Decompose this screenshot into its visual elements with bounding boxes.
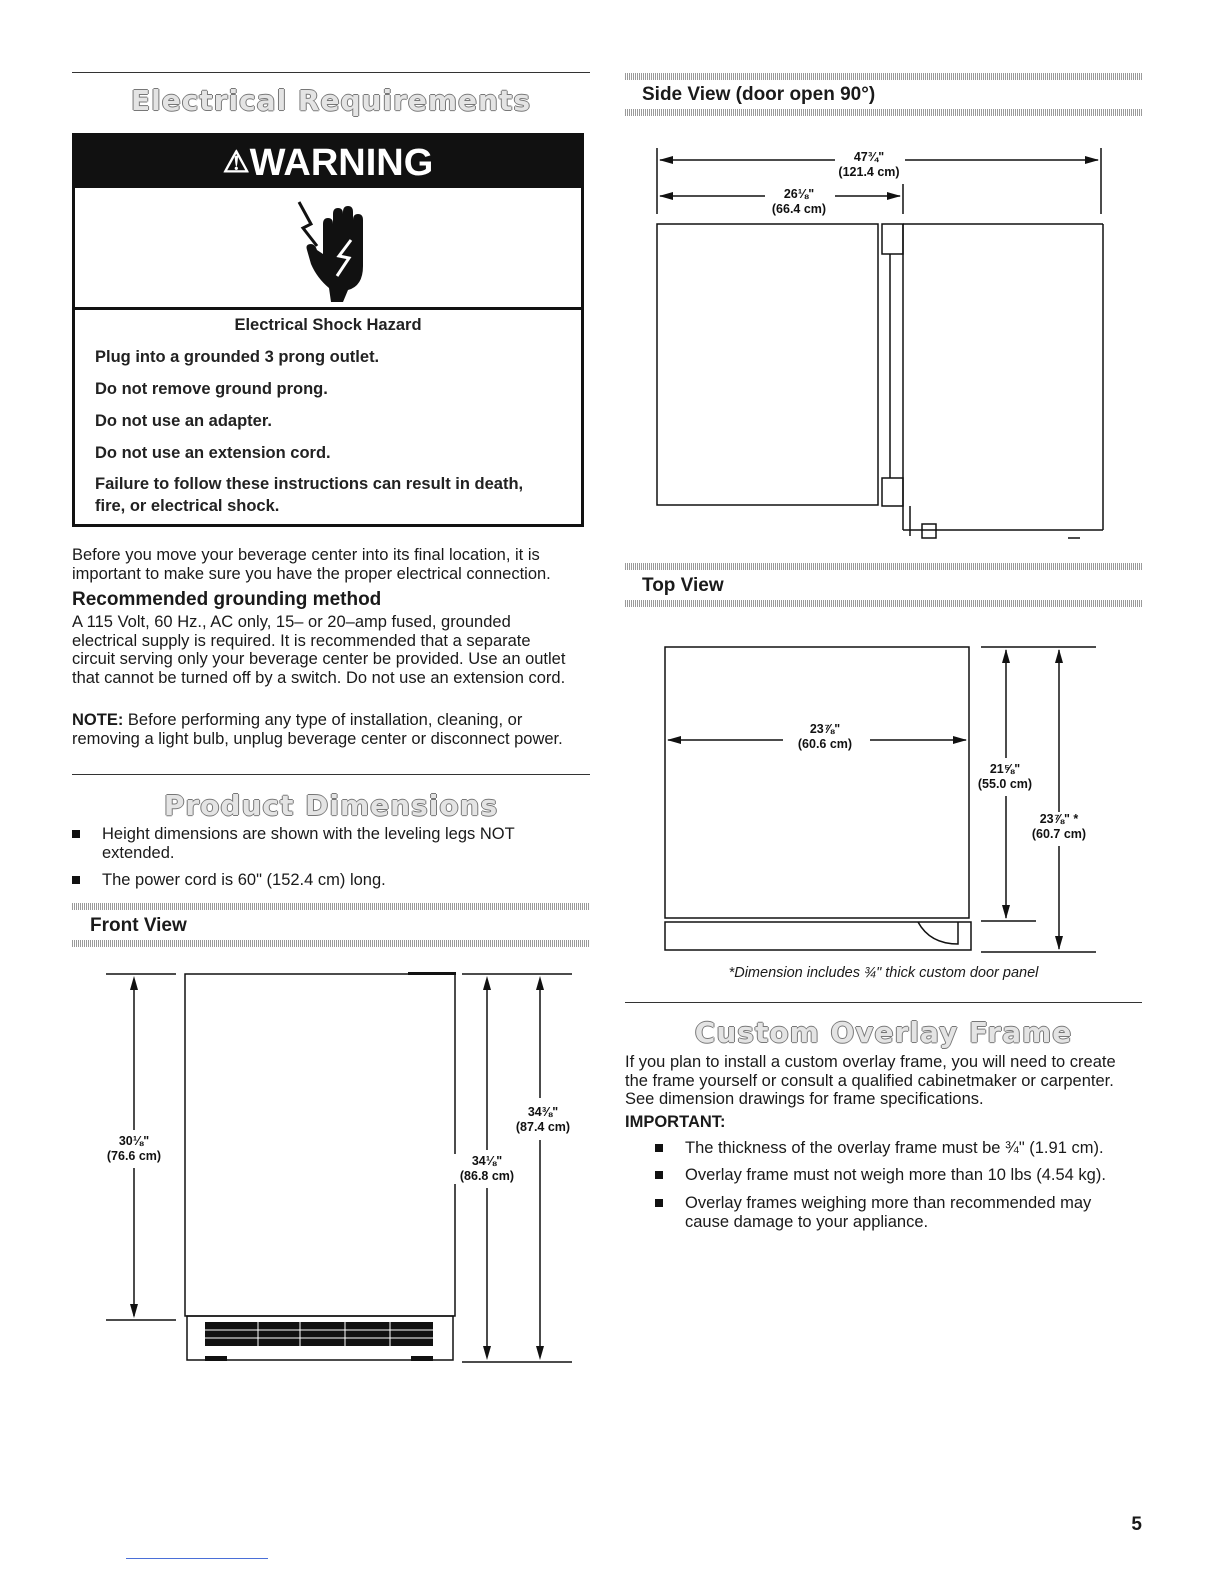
warning-line: Do not remove ground prong.	[95, 380, 328, 398]
product-dimensions-title: Product Dimensions	[163, 789, 499, 822]
warning-line: Do not use an adapter.	[95, 412, 272, 430]
dim-inch: 26⅛"	[783, 187, 815, 201]
warning-line: Do not use an extension cord.	[95, 444, 331, 462]
warning-box	[72, 133, 584, 527]
top-dim-cabinet-depth	[970, 762, 1040, 792]
bullet-text: The thickness of the overlay frame must be ¾" (1.91 cm).	[685, 1139, 1104, 1157]
page-number: 5	[1131, 1514, 1142, 1535]
overlay-rule	[625, 1002, 1142, 1003]
grounding-heading: Recommended grounding method	[72, 589, 382, 610]
dim-cm: (60.7 cm)	[1031, 827, 1087, 841]
warning-line: Plug into a grounded 3 prong outlet.	[95, 348, 380, 366]
side-dim-cabinet-depth	[762, 187, 836, 217]
bullet-text: The power cord is 60" (152.4 cm) long.	[102, 871, 386, 889]
bullet-text: Overlay frames weighing more than recommended may cause damage to your appliance.	[685, 1194, 1092, 1231]
top-view-heading: Top View	[642, 575, 724, 596]
note-text: Before performing any type of installation, cleaning, or removing a light bulb, unplug beverage center or disconnect power.	[72, 711, 563, 748]
side-view-hatch-top	[625, 73, 1142, 80]
dim-cm: (86.8 cm)	[459, 1169, 515, 1183]
top-view-hatch-bottom	[625, 600, 1142, 607]
hazard-title: Electrical Shock Hazard	[234, 316, 422, 334]
dim-inch: 34⅜"	[527, 1105, 559, 1119]
dim-inch: 21⅝"	[989, 762, 1021, 776]
electrical-intro: Before you move your beverage center into its final location, it is important to make sure you have the proper electrical connection.	[72, 546, 551, 583]
front-dim-height-total	[452, 1154, 522, 1184]
dimensions-rule	[72, 774, 590, 775]
dim-cm: (121.4 cm)	[838, 165, 900, 179]
front-view-heading: Front View	[90, 915, 187, 936]
bullet-square-icon	[655, 1199, 663, 1207]
bullet-square-icon	[655, 1171, 663, 1179]
top-view-footnote: *Dimension includes ¾" thick custom door panel	[728, 965, 1039, 981]
dim-inch: 34⅛"	[471, 1154, 503, 1168]
top-dim-width	[780, 722, 870, 752]
footer-link-line	[126, 1558, 268, 1559]
top-dim-depth-with-panel	[1022, 812, 1096, 842]
front-dim-height-cabinet	[104, 1134, 164, 1164]
top-rule-left	[72, 72, 590, 73]
warning-label: WARNING	[249, 142, 434, 184]
note-label: NOTE:	[72, 711, 124, 729]
warning-triangle-icon: ⚠	[222, 146, 250, 179]
bullet-square-icon	[655, 1144, 663, 1152]
grounding-text: A 115 Volt, 60 Hz., AC only, 15– or 20–amp fused, grounded electrical supply is required. It is recommended that a separate circuit serving only your beverage center be provided. Use an outlet that cannot be turned off by a switch. Do not use an extension cord.	[72, 613, 566, 687]
dim-cm: (60.6 cm)	[797, 737, 853, 751]
warning-line: fire, or electrical shock.	[95, 497, 280, 515]
bullet-text: Overlay frame must not weigh more than 10 lbs (4.54 kg).	[685, 1166, 1106, 1184]
overlay-intro: If you plan to install a custom overlay frame, you will need to create the frame yourself or consult a qualified cabinetmaker or carpenter. See dimension drawings for frame specifications.	[625, 1053, 1116, 1108]
warning-line: Failure to follow these instructions can result in death,	[95, 475, 524, 493]
bullet-square-icon	[72, 830, 80, 838]
important-label: IMPORTANT:	[625, 1113, 726, 1131]
top-view-hatch-top	[625, 563, 1142, 570]
custom-overlay-frame-title: Custom Overlay Frame	[694, 1016, 1073, 1049]
dim-inch: 30⅛"	[118, 1134, 150, 1148]
note-paragraph	[72, 711, 577, 748]
side-view-heading: Side View (door open 90°)	[642, 84, 876, 105]
bullet-square-icon	[72, 876, 80, 884]
front-dim-height-overall	[508, 1105, 578, 1135]
side-dim-overall-depth	[824, 150, 914, 180]
dim-cm: (55.0 cm)	[977, 777, 1033, 791]
side-view-hatch-bottom	[625, 109, 1142, 116]
dim-cm: (66.4 cm)	[771, 202, 827, 216]
electrical-requirements-title: Electrical Requirements	[130, 84, 531, 117]
dim-cm: (87.4 cm)	[515, 1120, 571, 1134]
dim-inch: 47¾"	[853, 150, 885, 164]
front-view-hatch-bottom	[72, 940, 590, 947]
bullet-text: Height dimensions are shown with the leveling legs NOT extended.	[102, 825, 515, 862]
warning-pictogram	[75, 188, 581, 310]
dim-cm: (76.6 cm)	[106, 1149, 162, 1163]
shock-hazard-hand-icon	[293, 194, 373, 304]
dim-inch: 23⅞"	[809, 722, 841, 736]
front-view-hatch-top	[72, 903, 590, 910]
dim-inch: 23⅞" *	[1039, 812, 1079, 826]
warning-header	[75, 136, 581, 188]
